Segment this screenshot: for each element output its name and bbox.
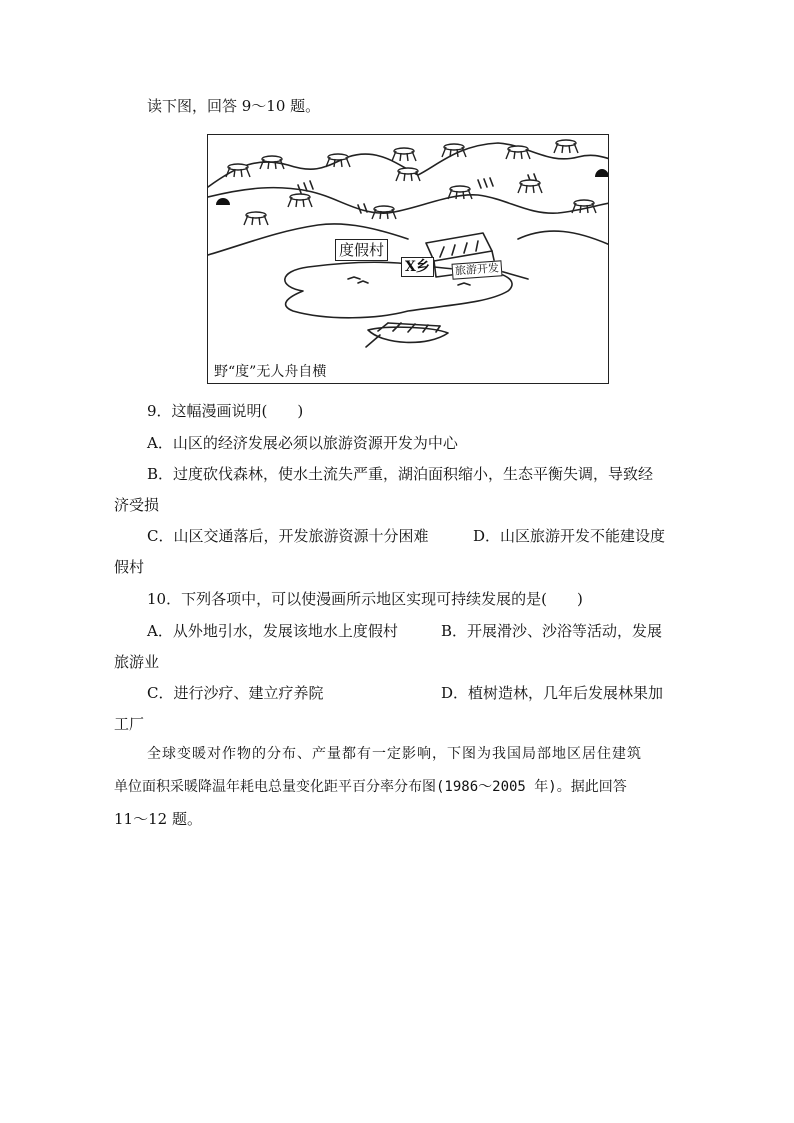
q9-option-b: B．过度砍伐森林，使水土流失严重，湖泊面积缩小，生态平衡失调，导致经 [147,465,654,483]
q9-options-cd [147,526,666,546]
q9-option-b-cont: 济受损 [114,496,160,514]
q10-options-cd [147,683,664,703]
xiang-sign: X乡 [401,257,434,277]
q9-option-c: C．山区交通落后，开发旅游资源十分困难 [147,527,429,545]
q9-option-d-cont: 假村 [114,558,145,576]
q10-option-d: D．植树造林，几年后发展林果加 [441,684,664,702]
resort-label: 度假村 [335,239,388,261]
passage-line-3: 11～12 题。 [114,810,202,828]
q9-option-a: A．山区的经济发展必须以旅游资源开发为中心 [147,434,458,452]
cartoon-figure [207,134,609,384]
q10-option-c: C．进行沙疗、建立疗养院 [147,684,324,702]
q10-option-d-cont: 工厂 [114,715,145,733]
passage-line-1: 全球变暖对作物的分布、产量都有一定影响，下图为我国局部地区居住建筑 [147,746,642,762]
q10-stem: 10．下列各项中，可以使漫画所示地区实现可持续发展的是( ) [147,590,583,608]
passage-line-2: 单位面积采暖降温年耗电总量变化距平百分率分布图(1986～2005 年)。据此回答 [114,779,627,795]
q10-option-b: B．开展滑沙、沙浴等活动，发展 [441,622,663,640]
figure-caption: 野“度”无人舟自横 [214,364,327,380]
tourism-sign: 旅游开发 [452,260,503,279]
q10-option-b-cont: 旅游业 [114,653,160,671]
q10-option-a: A．从外地引水，发展该地水上度假村 [147,622,398,640]
q10-options-ab [147,621,663,641]
q9-option-d: D．山区旅游开发不能建设度 [473,527,666,545]
intro-instruction: 读下图，回答 9～10 题。 [147,97,321,115]
q9-stem: 9．这幅漫画说明( ) [147,402,304,420]
